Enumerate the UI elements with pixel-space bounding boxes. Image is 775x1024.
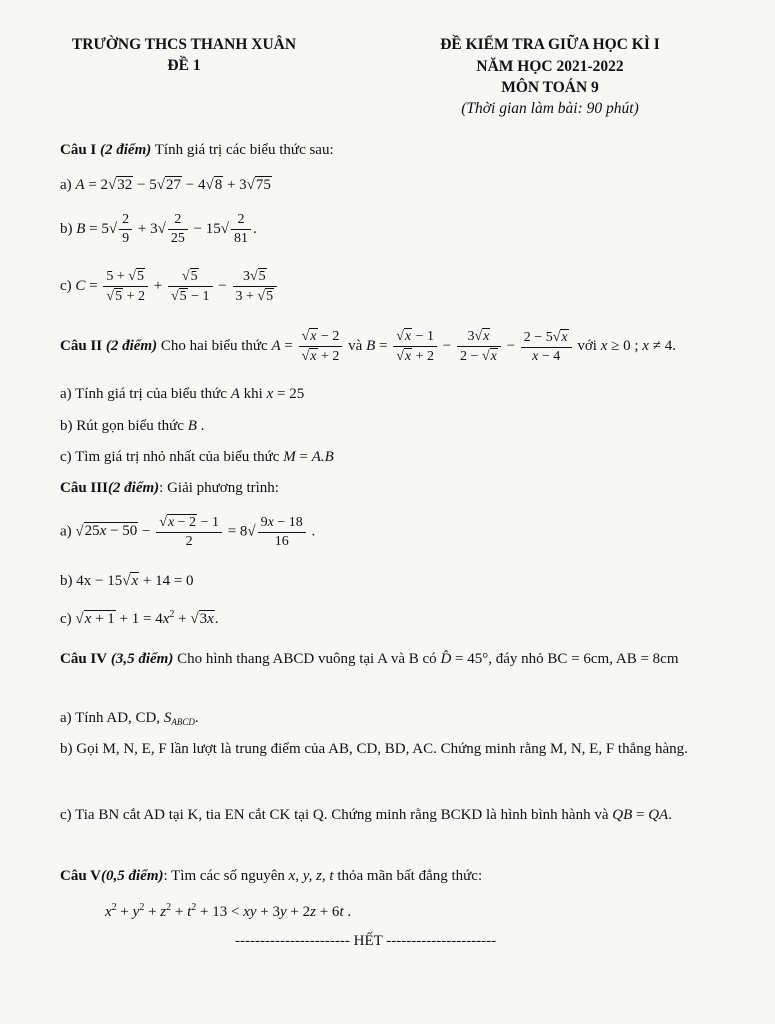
q5-label: Câu V: [60, 868, 101, 884]
q3-c: c) $√x + 1 + 1 = 4x^2 + √3x$.: [60, 609, 219, 627]
q2-score: (2 điểm): [105, 337, 158, 354]
exam-title: ĐỀ KIỂM TRA GIỮA HỌC KÌ I: [440, 36, 660, 53]
q1-a: a) A = 2√32 − 5√27 − 4√8 + 3√75: [60, 177, 271, 193]
q1-text: Tính giá trị các biểu thức sau:: [154, 142, 334, 158]
q4-b: b) Gọi M, N, E, F lần lượt là trung điểm của AB, CD, BD, AC. Chứng minh rằng M, N, E, F thẳng hàng.: [60, 741, 688, 757]
subject: MÔN TOÁN 9: [501, 79, 599, 96]
q2-label: Câu II: [60, 337, 103, 354]
q4-a: a) Tính AD, CD, $S_{ABCD}$.: [60, 710, 199, 727]
q3-text: : Giải phương trình:: [159, 480, 279, 496]
q4-label: Câu IV: [60, 651, 108, 667]
q5-inequality: $x^2 + y^2 + z^2 + t^2 + 13$ < xy + 3y + 2z + 6t .: [105, 902, 352, 920]
q4-c: c) Tia BN cắt AD tại K, tia EN cắt CK tại Q. Chứng minh rằng BCKD là hình bình hành và QB = QA.: [60, 807, 672, 823]
q1-score: (2 điểm): [100, 142, 152, 158]
q1-b: b) B = 5√ $\frac{2}{9}$ + 3√ $\frac{2}{25}$ − 15√ $\frac{2}{81}$ .: [60, 212, 257, 246]
footer-end: ----------------------- HẾT ----------------------: [235, 933, 497, 949]
exam-code: ĐỀ 1: [167, 57, 201, 74]
q2-intro: Cho hai biểu thức: [160, 337, 268, 354]
q5-score: (0,5 điểm): [101, 868, 164, 884]
q2-a: a) Tính giá trị của biểu thức A khi x = 25: [60, 386, 305, 402]
q2-b: b) Rút gọn biểu thức B .: [60, 418, 205, 434]
q4-heading: Câu IV (3,5 điểm) Cho hình thang ABCD vuông tại A và B có D̂ = 45°, đáy nhỏ BC = 6cm, AB = 8cm: [60, 651, 679, 667]
q3-score: (2 điểm): [107, 480, 160, 496]
q3-b: b) 4x − 15√x + 14 = 0: [60, 573, 194, 589]
q5-heading: Câu V(0,5 điểm): Tìm các số nguyên x, y, z, t thỏa mãn bất đẳng thức:: [60, 868, 483, 884]
q1-heading: [60, 142, 334, 159]
q2-and: và: [348, 337, 363, 354]
q3-a: a) √25x − 50 − $\frac{√x - 2 - 1}{2}$ = 8√ $\frac{9x - 18}{16}$ .: [60, 514, 316, 549]
q3-heading: [60, 480, 279, 497]
school-year: NĂM HỌC 2021-2022: [476, 58, 624, 75]
q1-c: c) C = $\frac{5 + √5}{√5 + 2}$ + $\frac{√5}{√5 - 1}$ − $\frac{3√5}{3 + √5}$: [60, 268, 279, 305]
q4-score: (3,5 điểm): [110, 651, 174, 667]
q2-cond: với: [577, 337, 597, 354]
q2-c: c) Tìm giá trị nhỏ nhất của biểu thức M = A.B: [60, 449, 334, 465]
school-name: TRƯỜNG THCS THANH XUÂN: [71, 36, 297, 53]
q2-heading: Câu II (2 điểm) Cho hai biểu thức A = $\frac{√x - 2}{√x + 2}$ và B = $\frac{√x - 1}{√x + 2}$ − $\frac{3√x}{2 - √x}$ − $\frac{2 - 5√x}{x - 4}$ với x ≥ 0 ; x ≠ 4.: [60, 329, 676, 364]
q4-intro: Cho hình thang ABCD vuông tại A và B có: [177, 651, 437, 667]
q3-label: Câu III: [60, 480, 108, 496]
duration: (Thời gian làm bài: 90 phút): [461, 100, 639, 117]
q1-label: Câu I: [60, 142, 97, 158]
